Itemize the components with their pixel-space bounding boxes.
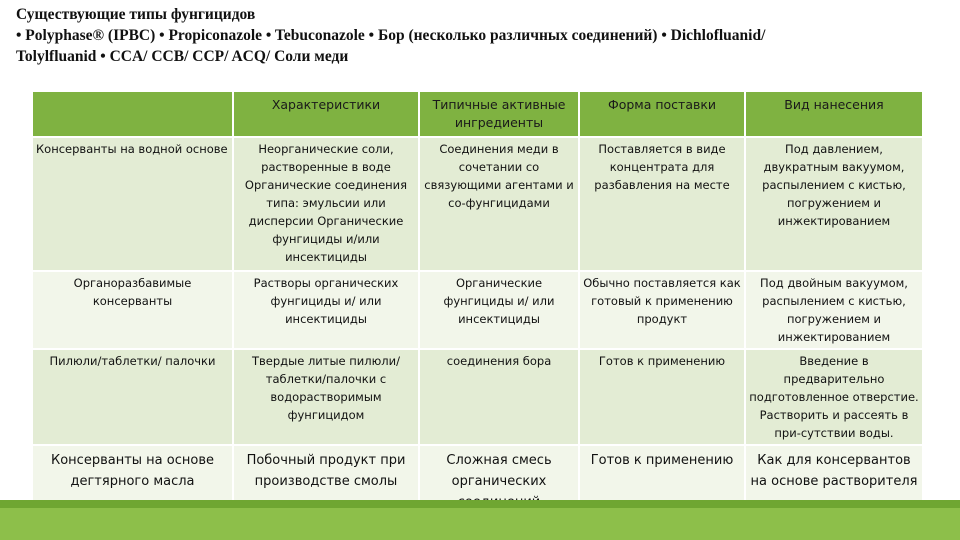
row-name: Консерванты на основе дегтярного масла [33, 445, 233, 527]
row-characteristics: Побочный продукт при производстве смолы [233, 445, 419, 527]
page-title [16, 4, 946, 67]
row-name: Органоразбавимые консерванты [33, 271, 233, 349]
row-name: Пилюли/таблетки/ палочки [33, 349, 233, 445]
header-ingredients: Типичные активные ингредиенты [419, 92, 579, 137]
row-supply: Готов к применению [579, 445, 745, 527]
row-characteristics: Растворы органических фунгициды и/ или инсектициды [233, 271, 419, 349]
header-supply-form: Форма поставки [579, 92, 745, 137]
footer-accent-stripe [0, 500, 960, 508]
row-application: Под давлением, двукратным вакуумом, распылением с кистью, погружением и инжектированием [745, 137, 923, 271]
row-supply: Поставляется в виде концентрата для разбавления на месте [579, 137, 745, 271]
row-supply: Обычно поставляется как готовый к применению продукт [579, 271, 745, 349]
row-characteristics: Твердые литые пилюли/ таблетки/палочки с водорастворимым фунгицидом [233, 349, 419, 445]
row-application: Под двойным вакуумом, распылением с кистью, погружением и инжектированием [745, 271, 923, 349]
title-fungicide-list: • Polyphase® (IPBC) • Propiconazole • Tebuconazole • Бор (несколько различных соединений) • Dichlofluanid/ [16, 27, 766, 44]
row-application: Введение в предварительно подготовленное отверстие. Растворить и рассеять в при-сутствии воды. [745, 349, 923, 445]
row-ingredients: Органические фунгициды и/ или инсектициды [419, 271, 579, 349]
header-characteristics: Характеристики [233, 92, 419, 137]
table-row [33, 137, 923, 271]
fungicide-table [33, 92, 923, 528]
row-ingredients: Соединения меди в сочетании со связующими агентами и со-фунгицидами [419, 137, 579, 271]
table-header-row [33, 92, 923, 137]
row-application: Как для консервантов на основе растворителя [745, 445, 923, 527]
row-supply: Готов к применению [579, 349, 745, 445]
row-characteristics: Неорганические соли, растворенные в воде Органические соединения типа: эмульсии или дисперсии Органические фунгициды и/или инсектициды [233, 137, 419, 271]
row-ingredients: Сложная смесь органических [419, 445, 579, 527]
header-empty [33, 92, 233, 137]
table-row [33, 349, 923, 445]
row-ingredients: соединения бора [419, 349, 579, 445]
table-row [33, 271, 923, 349]
header-application: Вид нанесения [745, 92, 923, 137]
title-heading: Существующие типы фунгицидов [16, 6, 256, 23]
title-fungicide-list-cont: Tolylfluanid • CCA/ CCB/ CCP/ ACQ/ Соли меди [16, 48, 349, 65]
row-name: Консерванты на водной основе [33, 137, 233, 271]
